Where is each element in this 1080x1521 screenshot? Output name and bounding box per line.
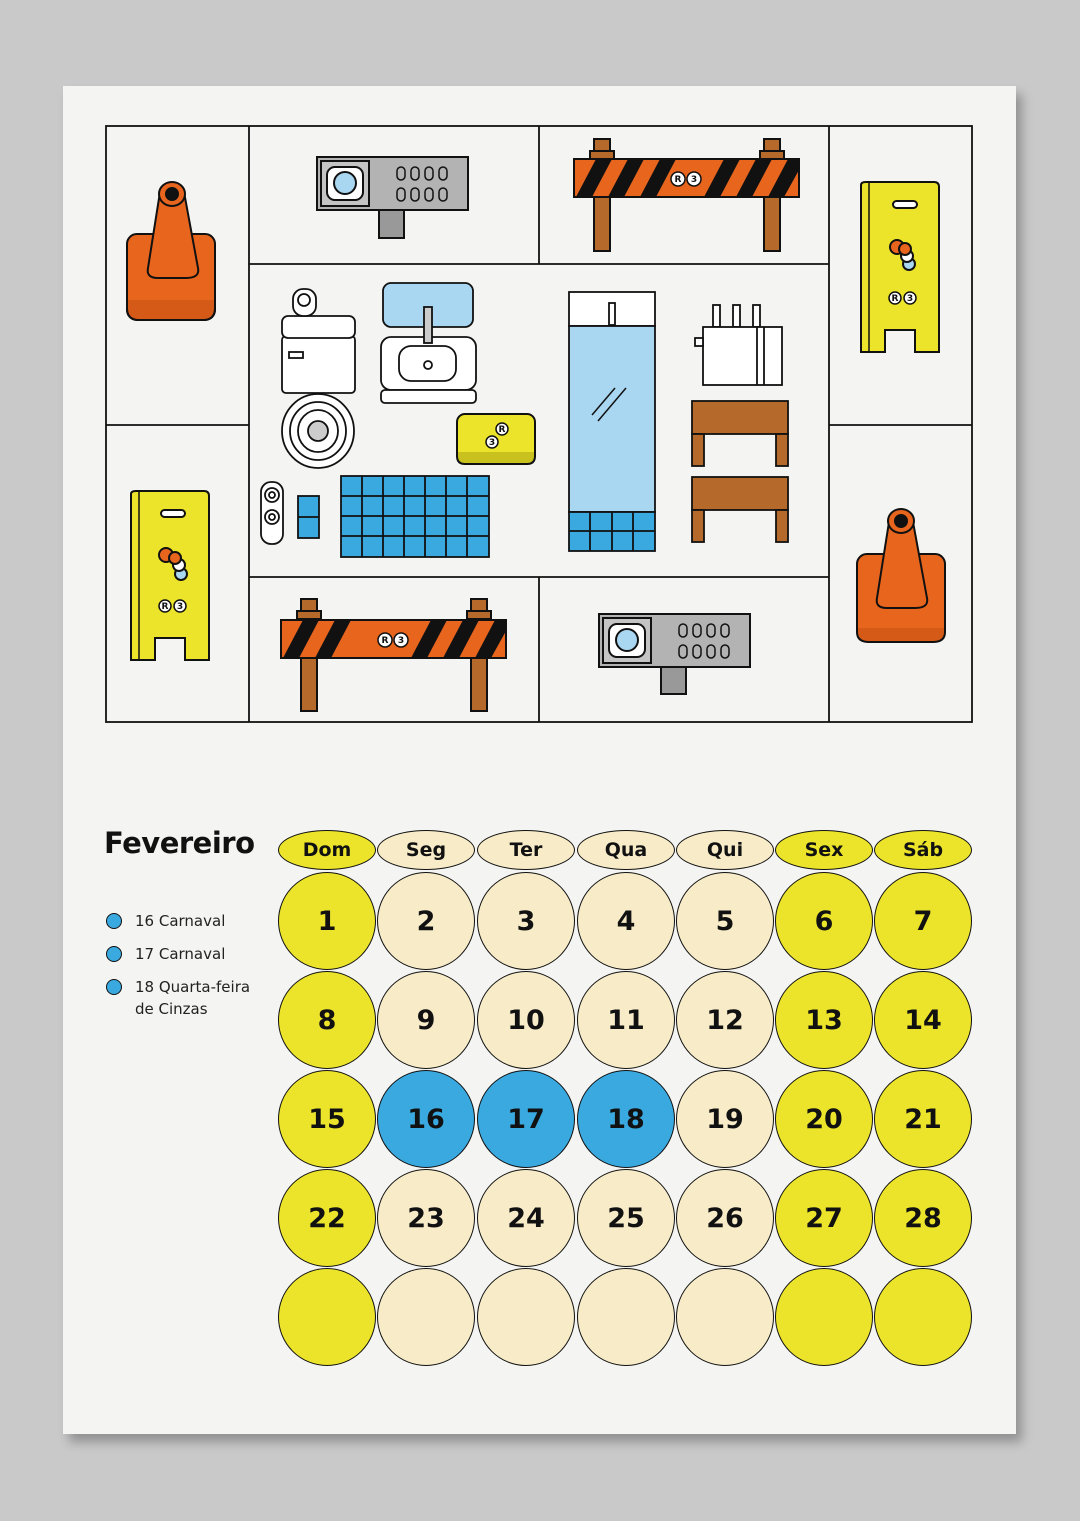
weekday-header: Sáb [874, 830, 972, 870]
day-cell[interactable]: 9 [377, 971, 475, 1069]
day-cell[interactable]: 20 [775, 1070, 873, 1168]
month-title: Fevereiro [104, 826, 255, 860]
badge-3-text: 3 [488, 438, 496, 448]
weekday-header: Ter [477, 830, 575, 870]
badge-3-text: 3 [690, 175, 698, 185]
road-barrier-icon [574, 139, 799, 251]
day-cell[interactable]: 14 [874, 971, 972, 1069]
day-cell[interactable]: 28 [874, 1169, 972, 1267]
weekday-header: Qua [577, 830, 675, 870]
legend-dot-icon [106, 913, 122, 929]
tile-grid-icon [341, 476, 489, 557]
day-cell[interactable]: 25 [577, 1169, 675, 1267]
toilet-icon [282, 289, 355, 468]
legend-item [106, 943, 266, 965]
traffic-cone-icon [127, 182, 215, 320]
safety-sign-icon [861, 182, 939, 352]
day-cell[interactable]: 10 [477, 971, 575, 1069]
badge-3-text: 3 [906, 294, 914, 304]
safety-sign-icon [131, 491, 209, 660]
weekday-header: Dom [278, 830, 376, 870]
day-cell[interactable]: 7 [874, 872, 972, 970]
road-barrier-icon [281, 599, 506, 711]
weekday-header: Qui [676, 830, 774, 870]
holiday-day-cell[interactable]: 18 [577, 1070, 675, 1168]
legend-dot-icon [106, 946, 122, 962]
day-cell[interactable]: 15 [278, 1070, 376, 1168]
empty-day-cell [676, 1268, 774, 1366]
badge-r-text: R [674, 175, 682, 185]
empty-day-cell [377, 1268, 475, 1366]
day-cell[interactable]: 24 [477, 1169, 575, 1267]
sink-icon [381, 283, 476, 403]
day-cell[interactable]: 4 [577, 872, 675, 970]
day-cell[interactable]: 8 [278, 971, 376, 1069]
empty-day-cell [278, 1268, 376, 1366]
traffic-cone-icon [857, 509, 945, 642]
weekday-header: Seg [377, 830, 475, 870]
weekday-header: Sex [775, 830, 873, 870]
empty-day-cell [477, 1268, 575, 1366]
glass-door-icon [569, 292, 655, 551]
day-cell[interactable]: 21 [874, 1070, 972, 1168]
day-cell[interactable]: 12 [676, 971, 774, 1069]
holiday-day-cell[interactable]: 16 [377, 1070, 475, 1168]
empty-day-cell [874, 1268, 972, 1366]
badge-3-text: 3 [176, 602, 184, 612]
day-cell[interactable]: 19 [676, 1070, 774, 1168]
day-cell[interactable]: 5 [676, 872, 774, 970]
control-panel-icon [599, 614, 750, 694]
day-cell[interactable]: 27 [775, 1169, 873, 1267]
day-cell[interactable]: 22 [278, 1169, 376, 1267]
day-cell[interactable]: 11 [577, 971, 675, 1069]
day-cell[interactable]: 26 [676, 1169, 774, 1267]
day-cell[interactable]: 3 [477, 872, 575, 970]
day-cell[interactable]: 2 [377, 872, 475, 970]
legend-label: 17 Carnaval [135, 945, 226, 963]
power-plug-icon [695, 305, 782, 385]
badge-3-text: 3 [397, 636, 405, 646]
empty-day-cell [775, 1268, 873, 1366]
legend-dot-icon [106, 979, 122, 995]
sign-plate-icon [457, 414, 535, 464]
legend-label: 18 Quarta-feira de Cinzas [135, 978, 251, 1018]
holiday-legend [106, 910, 266, 1031]
day-cell[interactable]: 1 [278, 872, 376, 970]
wooden-bench-icon [692, 477, 788, 542]
day-cell[interactable]: 23 [377, 1169, 475, 1267]
badge-r-text: R [381, 636, 389, 646]
empty-day-cell [577, 1268, 675, 1366]
wooden-bench-icon [692, 401, 788, 466]
badge-r-text: R [891, 294, 899, 304]
day-cell[interactable]: 6 [775, 872, 873, 970]
legend-label: 16 Carnaval [135, 912, 226, 930]
holiday-day-cell[interactable]: 17 [477, 1070, 575, 1168]
construction-illustration [0, 0, 1080, 760]
control-panel-icon [317, 157, 468, 238]
badge-r-text: R [498, 425, 506, 435]
legend-item [106, 976, 265, 1020]
legend-item [106, 910, 266, 932]
badge-r-text: R [161, 602, 169, 612]
pipe-fitting-icon [261, 482, 319, 544]
day-cell[interactable]: 13 [775, 971, 873, 1069]
